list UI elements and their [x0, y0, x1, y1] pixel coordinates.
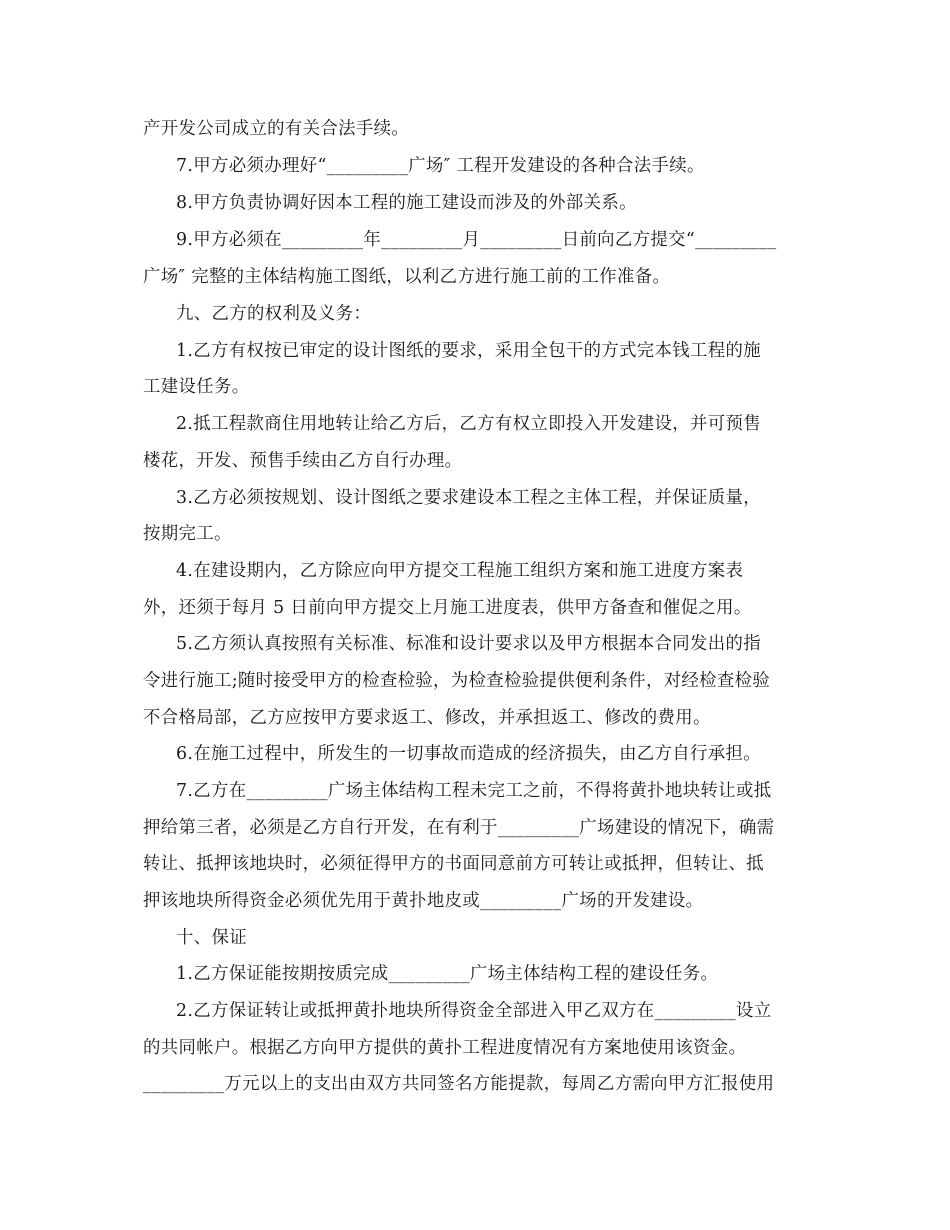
text-line: 2.乙方保证转让或抵押黄扑地块所得资金全部进入甲乙双方在_________设立 [176, 1001, 772, 1021]
text-line: 按期完工。 [143, 524, 232, 544]
text-line: 3.乙方必须按规划、设计图纸之要求建设本工程之主体工程，并保证质量， [176, 488, 761, 508]
text-line: 工建设任务。 [143, 377, 250, 397]
text-line: 押该地块所得资金必须优先用于黄扑地皮或_________广场的开发建设。 [143, 891, 704, 911]
text-line: 不合格局部，乙方应按甲方要求返工、修改，并承担返工、修改的费用。 [143, 708, 711, 728]
text-line: 令进行施工;随时接受甲方的检查检验，为检查检验提供便利条件，对经检查检验 [143, 671, 771, 691]
text-line: 2.抵工程款商住用地转让给乙方后，乙方有权立即投入开发建设，并可预售 [176, 414, 761, 434]
text-line: 转让、抵押该地块时，必须征得甲方的书面同意前方可转让或抵押，但转让、抵 [143, 854, 764, 874]
text-line: _________万元以上的支出由双方共同签名方能提款，每周乙方需向甲方汇报使用 [143, 1074, 775, 1094]
text-line: 广场″ 完整的主体结构施工图纸，以利乙方进行施工前的工作准备。 [143, 267, 671, 287]
text-line: 6.在施工过程中，所发生的一切事故而造成的经济损失，由乙方自行承担。 [176, 744, 761, 764]
text-line: 1.乙方有权按已审定的设计图纸的要求，采用全包干的方式完本钱工程的施 [176, 341, 761, 361]
text-line: 7.甲方必须办理好“_________广场″ 工程开发建设的各种合法手续。 [176, 156, 705, 176]
section-heading: 九、乙方的权利及义务： [176, 304, 372, 324]
text-line: 7.乙方在_________广场主体结构工程未完工之前，不得将黄扑地块转让或抵 [176, 781, 772, 801]
text-line: 9.甲方必须在_________年_________月_________日前向乙方提交“_________ [176, 230, 777, 250]
text-line: 5.乙方须认真按照有关标准、标准和设计要求以及甲方根据本合同发出的指 [176, 634, 761, 654]
text-line: 押给第三者，必须是乙方自行开发，在有利于_________广场建设的情况下，确需 [143, 818, 775, 838]
text-line: 楼花，开发、预售手续由乙方自行办理。 [143, 451, 463, 471]
text-line: 的共同帐户。根据乙方向甲方提供的黄扑工程进度情况有方案地使用该资金。 [143, 1038, 747, 1058]
text-line: 产开发公司成立的有关合法手续。 [143, 119, 410, 139]
section-heading: 十、保证 [176, 928, 247, 948]
text-line: 4.在建设期内，乙方除应向甲方提交工程施工组织方案和施工进度方案表 [176, 561, 744, 581]
text-line: 1.乙方保证能按期按质完成_________广场主体结构工程的建设任务。 [176, 964, 719, 984]
text-line: 外，还须于每月 5 日前向甲方提交上月施工进度表，供甲方备查和催促之用。 [143, 598, 752, 618]
text-line: 8.甲方负责协调好因本工程的施工建设而涉及的外部关系。 [176, 193, 637, 213]
